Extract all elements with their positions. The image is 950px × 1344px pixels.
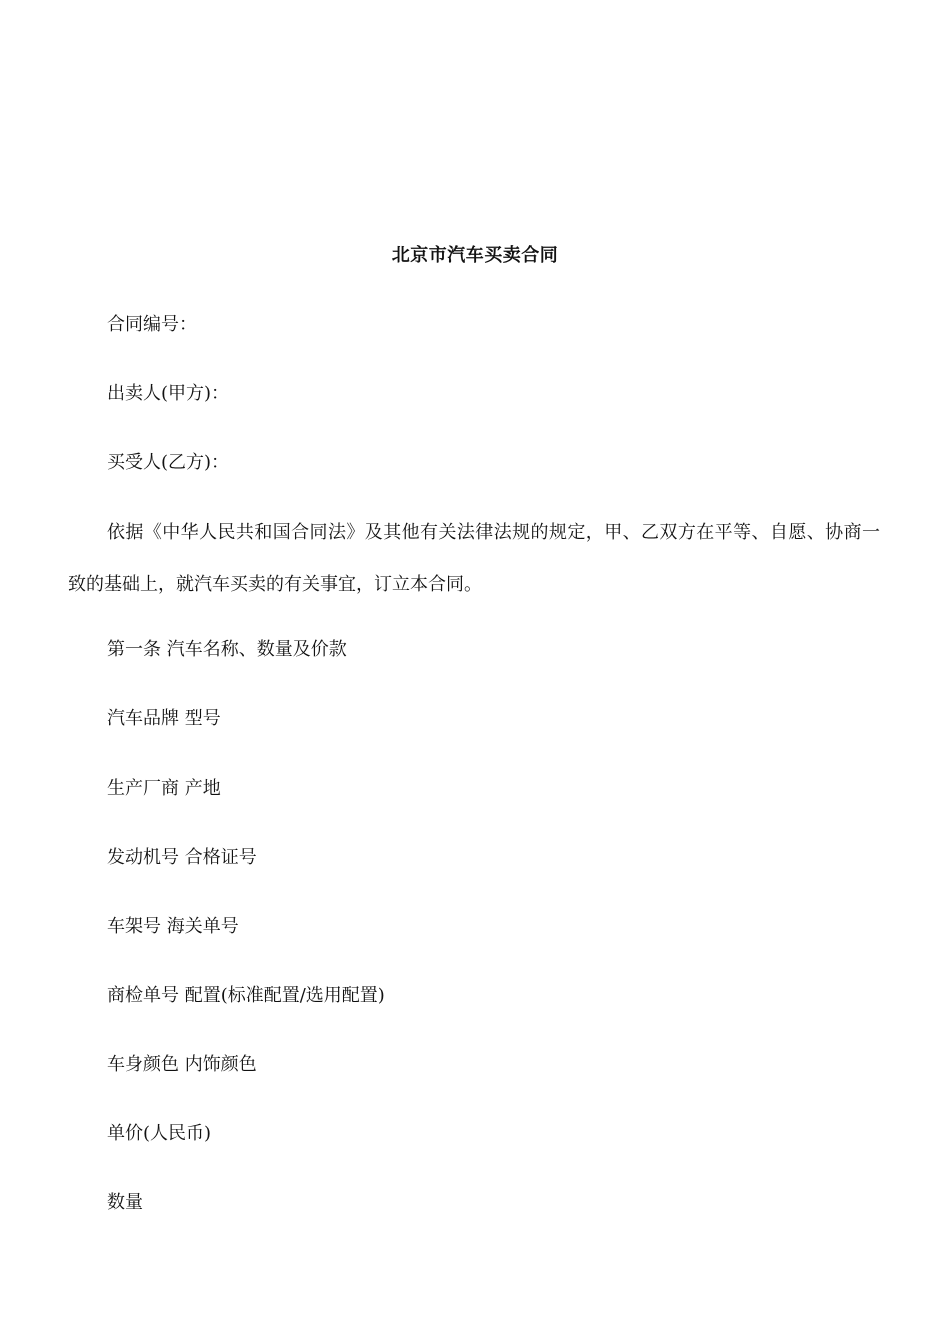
- preamble-paragraph: 依据《中华人民共和国合同法》及其他有关法律法规的规定，甲、乙双方在平等、自愿、协商一致的基础上，就汽车买卖的有关事宜，订立本合同。: [68, 522, 880, 595]
- field-maker-origin: 生产厂商 产地: [107, 778, 221, 799]
- buyer-line: 买受人(乙方)：: [107, 452, 230, 473]
- field-engine-certificate: 发动机号 合格证号: [107, 847, 257, 868]
- field-inspection-config: 商检单号 配置(标准配置/选用配置): [107, 985, 385, 1006]
- contract-number-line: 合同编号：: [107, 314, 197, 335]
- field-frame-customs: 车架号 海关单号: [107, 916, 239, 937]
- article-1-heading: 第一条 汽车名称、数量及价款: [107, 639, 347, 660]
- field-colors: 车身颜色 内饰颜色: [107, 1054, 257, 1075]
- field-unit-price: 单价(人民币): [107, 1123, 212, 1144]
- document-title: 北京市汽车买卖合同: [391, 245, 559, 266]
- seller-line: 出卖人(甲方)：: [107, 383, 230, 404]
- field-brand-model: 汽车品牌 型号: [107, 708, 221, 729]
- field-quantity: 数量: [107, 1192, 143, 1213]
